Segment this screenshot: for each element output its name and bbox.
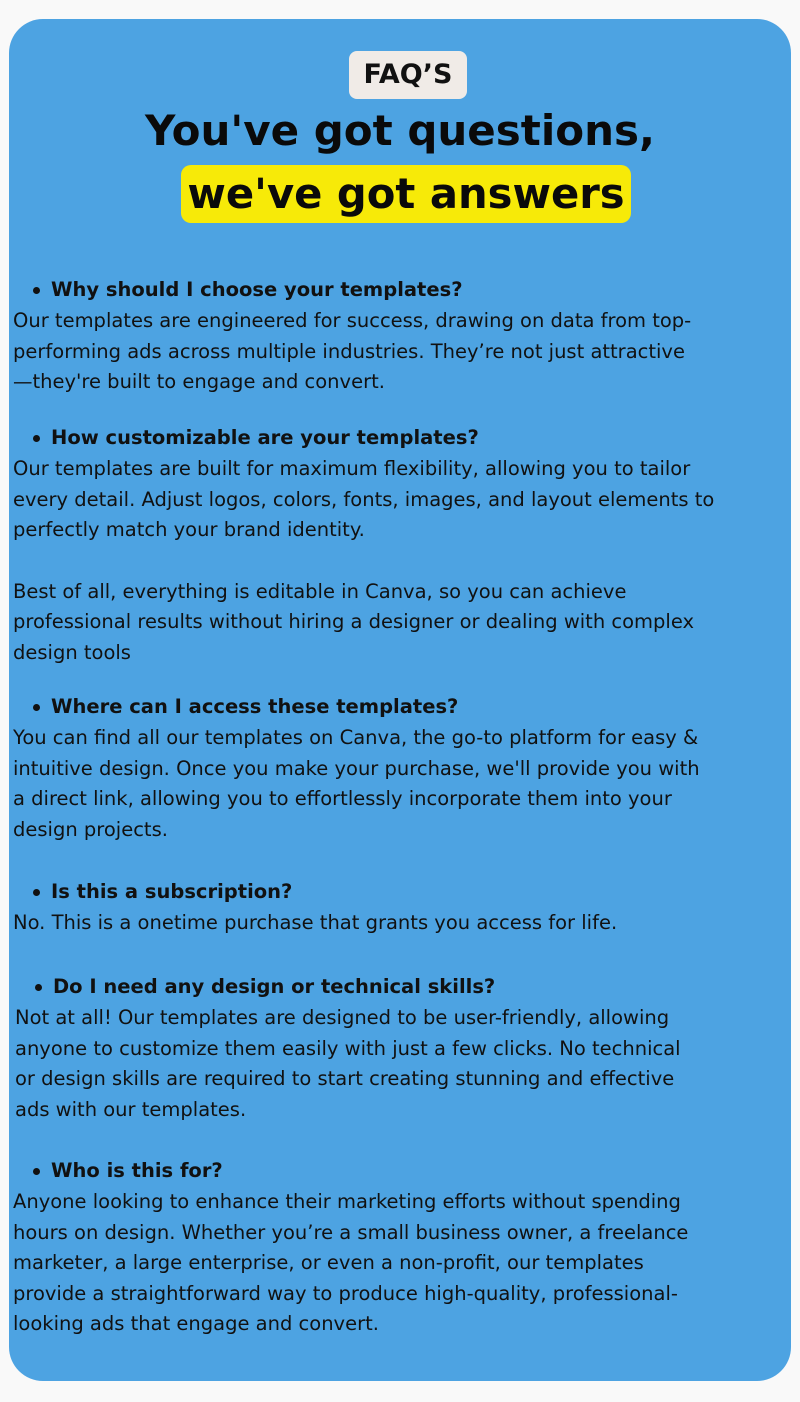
faq-question-1: Why should I choose your templates?	[49, 276, 791, 304]
answer-line: a direct link, allowing you to effortlessly incorporate them into your	[13, 787, 672, 810]
answer-line: professional results without hiring a designer or dealing with complex	[13, 610, 695, 633]
answer-line: or design skills are required to start creating stunning and effective	[15, 1067, 675, 1090]
faq-item-2	[9, 424, 791, 668]
answer-line: No. This is a onetime purchase that grants you access for life.	[13, 911, 618, 934]
answer-line: intuitive design. Once you make your purchase, we'll provide you with	[13, 756, 700, 780]
answer-line: ads with our templates.	[15, 1097, 247, 1121]
faq-answer-6	[13, 1187, 783, 1340]
answer-line: Anyone looking to enhance their marketing efforts without spending	[13, 1190, 681, 1213]
faq-badge: FAQ’S	[349, 51, 467, 99]
faq-question-5: Do I need any design or technical skills?	[51, 973, 791, 1001]
faq-question-4: Is this a subscription?	[49, 878, 791, 906]
answer-line: Best of all, everything is editable in Canva, so you can achieve	[13, 579, 627, 603]
answer-line: Our templates are built for maximum flexibility, allowing you to tailor	[13, 457, 691, 480]
headline-line2-highlight: we've got answers	[181, 165, 631, 223]
faq-question-2: How customizable are your templates?	[49, 424, 791, 452]
answer-line: —they're built to engage and convert.	[13, 370, 385, 393]
faq-answer-2	[13, 454, 783, 546]
faq-question-3: Where can I access these templates?	[49, 693, 791, 721]
answer-line: Not at all! Our templates are designed to be user-friendly, allowing	[15, 1006, 670, 1029]
faq-item-5	[9, 973, 791, 1125]
faq-item-6	[9, 1157, 791, 1340]
answer-line: performing ads across multiple industries. They’re not just attractive	[13, 339, 685, 363]
answer-line: design tools	[13, 640, 131, 664]
faq-item-4	[9, 878, 791, 939]
answer-line: perfectly match your brand identity.	[13, 518, 365, 541]
answer-line: anyone to customize them easily with just a few clicks. No technical	[15, 1036, 681, 1060]
faq-item-1	[9, 276, 791, 398]
answer-line: Our templates are engineered for success, drawing on data from top-	[13, 309, 692, 332]
faq-answer-1	[13, 306, 783, 398]
faq-card	[9, 19, 791, 1381]
faq-item-3	[9, 693, 791, 845]
faq-answer-5	[15, 1003, 785, 1125]
faq-answer-2-extra	[13, 577, 783, 669]
answer-line: hours on design. Whether you’re a small business owner, a freelance	[13, 1220, 689, 1244]
answer-line: every detail. Adjust logos, colors, fonts, images, and layout elements to	[13, 487, 715, 511]
answer-line: looking ads that engage and convert.	[13, 1312, 379, 1335]
answer-line: marketer, a large enterprise, or even a non-profit, our templates	[13, 1251, 644, 1274]
faq-answer-3	[13, 723, 783, 845]
answer-line: design projects.	[13, 817, 168, 841]
faq-answer-4	[13, 908, 783, 939]
faq-question-6: Who is this for?	[49, 1157, 791, 1185]
answer-line: You can find all our templates on Canva, the go-to platform for easy &	[13, 726, 699, 749]
headline-line1: You've got questions,	[145, 106, 655, 155]
answer-line: provide a straightforward way to produce high-quality, professional-	[13, 1281, 678, 1305]
